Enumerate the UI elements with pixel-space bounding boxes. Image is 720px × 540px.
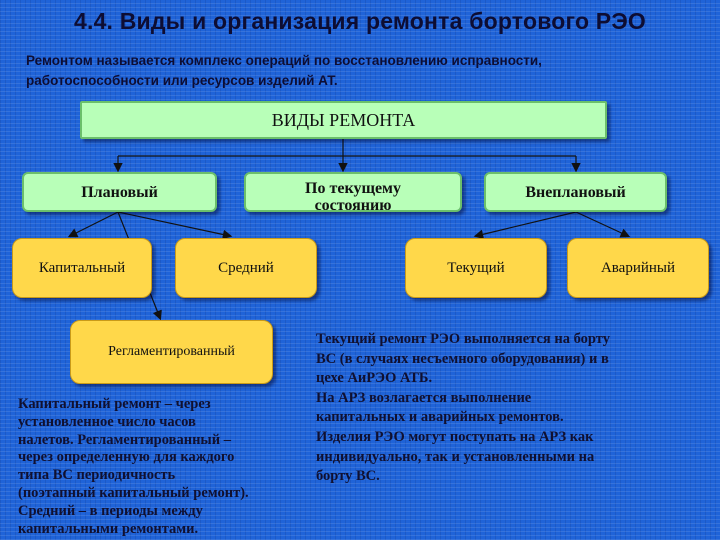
note-left — [18, 396, 318, 538]
note-left-line: установленное число часов — [18, 413, 196, 430]
arrow-capital — [70, 212, 118, 236]
regulated-box: Регламентированный — [70, 320, 273, 384]
note-right-line: ВС (в случаях несъемного оборудования) и в — [316, 350, 609, 367]
arrow-current — [476, 212, 576, 236]
condition-label-line: По текущему — [305, 180, 401, 197]
condition-label-line: состоянию — [314, 197, 392, 212]
note-left-line: капитальными ремонтами. — [18, 520, 199, 537]
capital-box: Капитальный — [12, 238, 152, 298]
page-title: 4.4. Виды и организация ремонта бортового РЭО — [73, 8, 647, 34]
note-right-line: индивидуально, так и установленными на — [316, 448, 595, 465]
note-right-line: борту ВС. — [316, 468, 380, 485]
note-right-line: Текущий ремонт РЭО выполняется на борту — [316, 331, 610, 347]
note-right-line: Изделия РЭО могут поступать на АРЗ как — [316, 428, 594, 445]
root-box: ВИДЫ РЕМОНТА — [80, 101, 607, 139]
current-box: Текущий — [405, 238, 547, 298]
condition-box — [244, 172, 462, 212]
note-right-line: цехе АиРЭО АТБ. — [316, 370, 433, 387]
note-left-line: Средний – в периоды между — [18, 502, 203, 519]
note-left-line: Капитальный ремонт – через — [18, 396, 211, 412]
emergency-box: Аварийный — [567, 238, 709, 298]
note-left-line: (поэтапный капитальный ремонт). — [18, 484, 249, 501]
note-right-line: На АРЗ возлагается выполнение — [316, 389, 532, 406]
note-left-line: типа ВС периодичность — [18, 467, 176, 484]
arrow-medium — [118, 212, 230, 236]
note-right-line: капитальных и аварийных ремонтов. — [316, 409, 564, 426]
note-left-line: налетов. Регламентированный – — [18, 431, 231, 448]
arrow-emergency — [576, 212, 628, 236]
unplanned-box: Внеплановый — [484, 172, 667, 212]
note-right — [316, 330, 716, 487]
note-left-line: через определенную для каждого — [18, 449, 235, 466]
planned-box: Плановый — [22, 172, 217, 212]
definition-line: Ремонтом называется комплекс операций по восстановлению исправности, — [26, 53, 542, 68]
definition-line: работоспособности или ресурсов изделий АТ. — [26, 73, 338, 88]
medium-box: Средний — [175, 238, 317, 298]
